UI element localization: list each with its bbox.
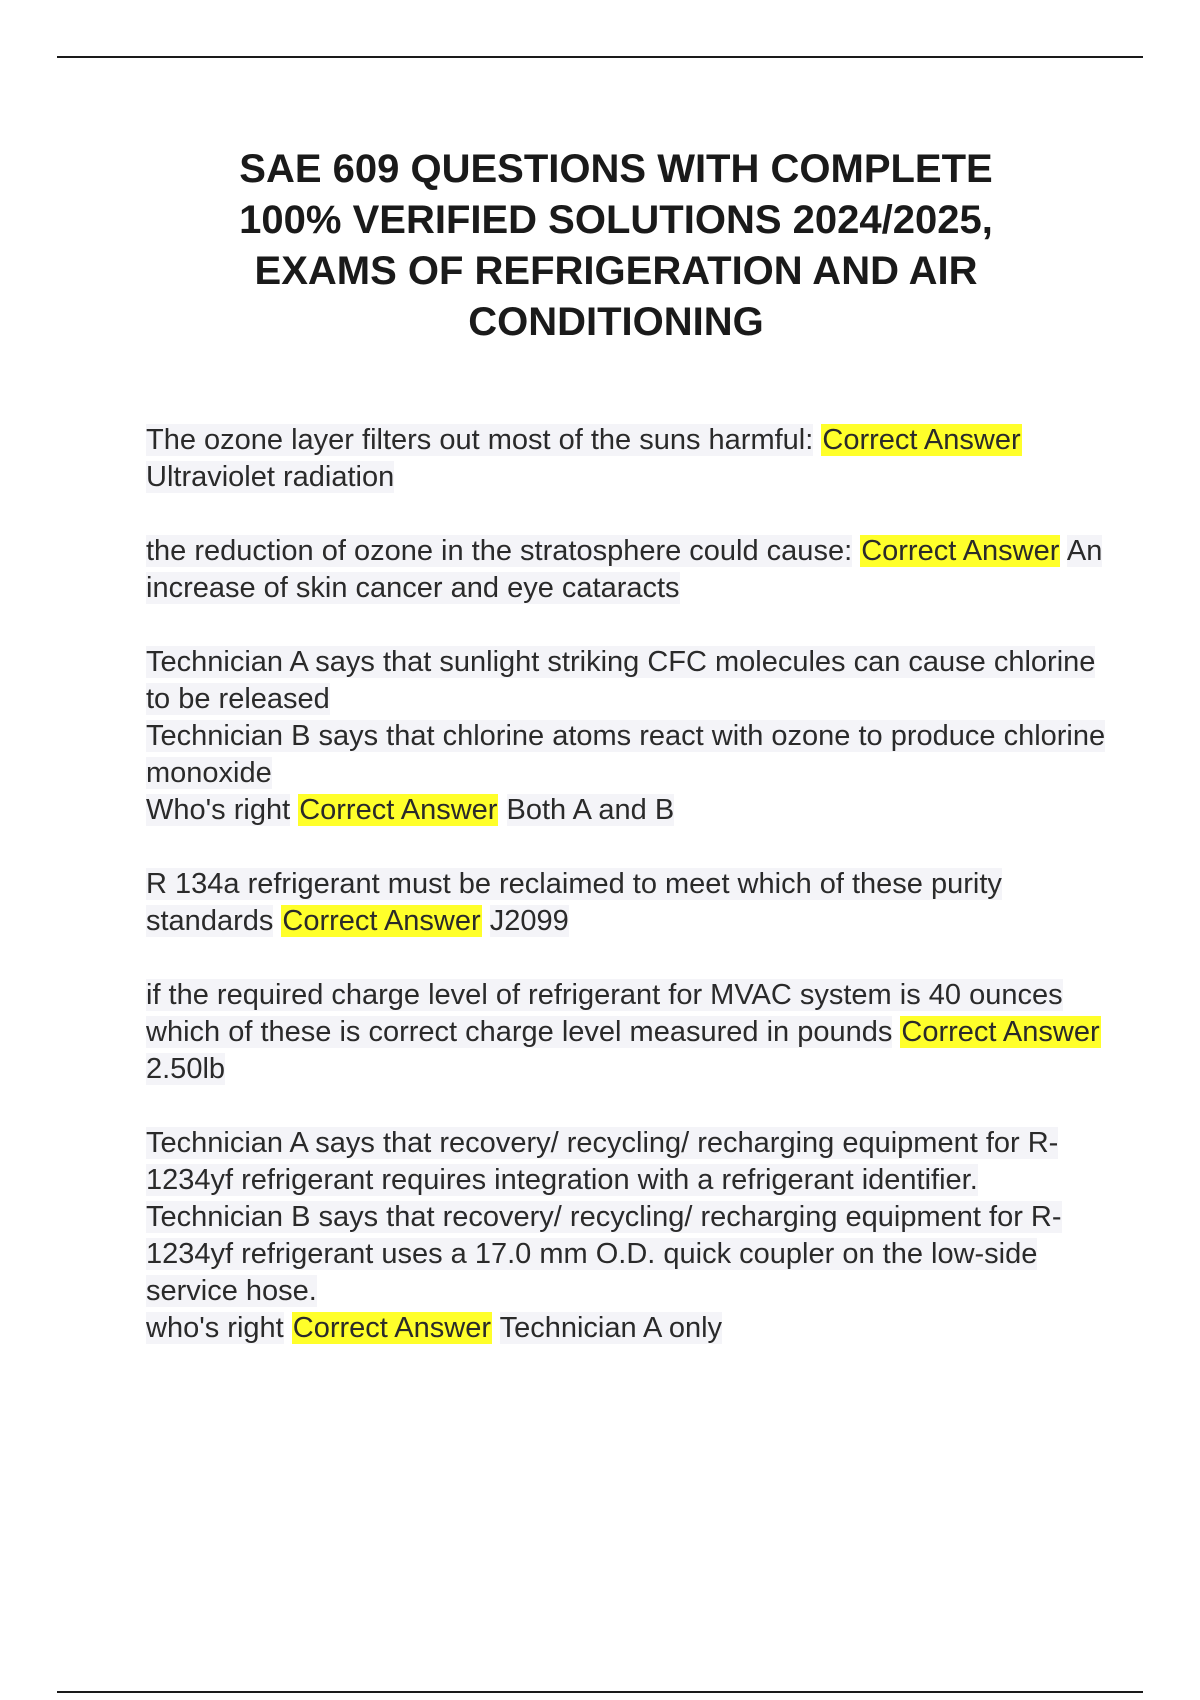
question-text: who's right xyxy=(146,1312,284,1344)
question-text: the reduction of ozone in the stratosphere could cause: xyxy=(146,535,853,567)
correct-answer-marker: Correct Answer xyxy=(822,424,1021,456)
question-text: The ozone layer filters out most of the suns harmful: xyxy=(146,424,814,456)
question-text: if the required charge level of refrigerant for MVAC system is 40 ounces which of these is correct charge level measured in pounds xyxy=(146,979,1063,1048)
question-text: Who's right xyxy=(146,794,291,826)
answer-text: An increase of skin cancer and eye cataracts xyxy=(146,535,1103,604)
question-text: Technician B says that recovery/ recycling/ recharging equipment for R-1234yf refrigerant uses a 17.0 mm O.D. quick coupler on the low-side service hose. xyxy=(146,1201,1062,1307)
answer-text: 2.50lb xyxy=(146,1053,226,1085)
title-line: EXAMS OF REFRIGERATION AND AIR xyxy=(254,249,978,293)
qa-item xyxy=(146,1125,1106,1347)
correct-answer-marker: Correct Answer xyxy=(901,1016,1100,1048)
answer-text: Both A and B xyxy=(506,794,675,826)
qa-item xyxy=(146,644,1106,829)
question-text: Technician B says that chlorine atoms react with ozone to produce chlorine monoxide xyxy=(146,720,1106,789)
qa-list xyxy=(146,422,1106,1384)
title-line: 100% VERIFIED SOLUTIONS 2024/2025, xyxy=(239,198,993,242)
qa-item xyxy=(146,422,1106,496)
bottom-divider xyxy=(57,1691,1143,1693)
title-line: SAE 609 QUESTIONS WITH COMPLETE xyxy=(239,147,993,191)
correct-answer-marker: Correct Answer xyxy=(299,794,498,826)
answer-text: Technician A only xyxy=(499,1312,723,1344)
correct-answer-marker: Correct Answer xyxy=(282,905,481,937)
question-text: Technician A says that recovery/ recycling/ recharging equipment for R-1234yf refrigerant requires integration with a refrigerant identifier. xyxy=(146,1127,1059,1196)
qa-item xyxy=(146,533,1106,607)
question-text: R 134a refrigerant must be reclaimed to meet which of these purity standards xyxy=(146,868,1002,937)
correct-answer-marker: Correct Answer xyxy=(861,535,1060,567)
document-title xyxy=(120,144,1112,348)
top-divider xyxy=(57,56,1143,58)
answer-text: J2099 xyxy=(489,905,569,937)
answer-text: Ultraviolet radiation xyxy=(146,461,395,493)
title-line: CONDITIONING xyxy=(468,300,764,344)
question-text: Technician A says that sunlight striking CFC molecules can cause chlorine to be released xyxy=(146,646,1096,715)
correct-answer-marker: Correct Answer xyxy=(292,1312,492,1344)
qa-item xyxy=(146,866,1106,940)
qa-item xyxy=(146,977,1106,1088)
